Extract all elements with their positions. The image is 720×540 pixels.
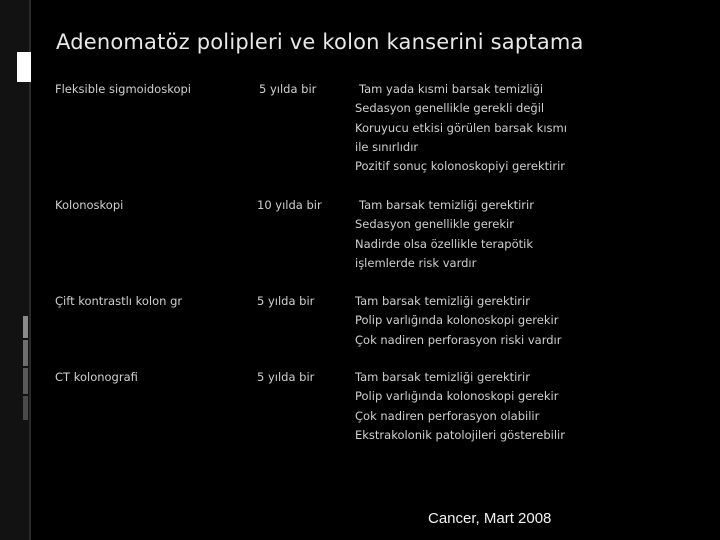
frequency-cell: 10 yılda bir bbox=[257, 198, 322, 212]
note-line: Sedasyon genellikle gerekir bbox=[355, 217, 514, 232]
note-line: Koruyucu etkisi görülen barsak kısmı bbox=[355, 120, 567, 135]
method-cell: CT kolonografi bbox=[55, 370, 138, 384]
note-line: Tam yada kısmi barsak temizliği bbox=[359, 82, 544, 96]
slide-title: Adenomatöz polipleri ve kolon kanserini saptama bbox=[56, 30, 584, 54]
note-line: Tam barsak temizliği gerektirir bbox=[355, 294, 530, 308]
note-line: Pozitif sonuç kolonoskopiyi gerektirir bbox=[355, 159, 565, 174]
note-line: Çok nadiren perforasyon olabilir bbox=[355, 408, 540, 423]
notes-cell bbox=[355, 80, 567, 176]
notes-cell bbox=[355, 292, 561, 350]
note-line: Polip varlığında kolonoskopi gerekir bbox=[355, 313, 559, 328]
note-line: işlemlerde risk vardır bbox=[355, 255, 477, 270]
note-line: Tam barsak temizliği gerektirir bbox=[359, 198, 534, 212]
note-line: Tam barsak temizliği gerektirir bbox=[355, 370, 530, 384]
frequency-cell: 5 yılda bir bbox=[257, 370, 315, 384]
note-line: Nadirde olsa özellikle terapötik bbox=[355, 236, 534, 251]
method-cell: Fleksible sigmoidoskopi bbox=[55, 82, 191, 96]
title-accent-block bbox=[17, 52, 31, 82]
accent-strip bbox=[23, 368, 28, 394]
note-line: Çok nadiren perforasyon riski vardır bbox=[355, 332, 562, 347]
accent-strip bbox=[23, 396, 28, 420]
note-line: Ekstrakolonik patolojileri gösterebilir bbox=[355, 427, 565, 442]
note-line: ile sınırlıdır bbox=[355, 139, 419, 154]
frequency-cell: 5 yılda bir bbox=[259, 82, 317, 96]
method-cell: Çift kontrastlı kolon gr bbox=[55, 294, 183, 308]
accent-strip bbox=[23, 340, 28, 366]
method-cell: Kolonoskopi bbox=[55, 198, 124, 212]
source-citation: Cancer, Mart 2008 bbox=[428, 510, 552, 527]
accent-strip bbox=[23, 316, 28, 338]
frequency-cell: 5 yılda bir bbox=[257, 294, 315, 308]
notes-cell bbox=[355, 196, 534, 273]
notes-cell bbox=[355, 368, 565, 445]
note-line: Sedasyon genellikle gerekli değil bbox=[355, 101, 545, 116]
note-line: Polip varlığında kolonoskopi gerekir bbox=[355, 389, 559, 404]
